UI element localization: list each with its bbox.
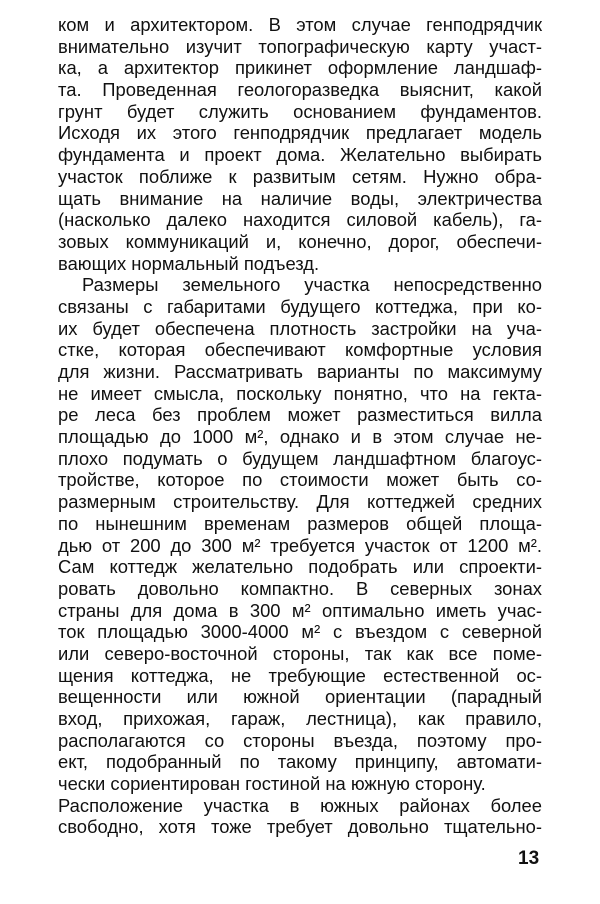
text-line: не имеет смысла, поскольку понятно, что на гекта- [58,382,542,404]
page-number: 13 [518,848,540,869]
text-line: ка, а архитектор прикинет оформление ландшаф- [58,57,542,79]
text-line: грунт будет служить основанием фундаментов. [58,100,542,122]
text-line: Расположение участка в южных районах более [58,794,542,816]
text-line: щать внимание на наличие воды, электричества [58,187,542,209]
text-line: площадью до 1000 м², однако и в этом случае не- [58,426,542,448]
text-line: чески сориентирован гостиной на южную сторону. [58,773,486,795]
text-line: Сам коттедж желательно подобрать или спроекти- [58,556,542,578]
text-line: по нынешним временам размеров общей площа- [58,512,542,534]
text-line: вещенности или южной ориентации (парадный [58,686,542,708]
text-line: располагаются со стороны въезда, поэтому про- [58,729,542,751]
text-line: ровать довольно компактно. В северных зонах [58,577,542,599]
text-line: плохо подумать о будущем ландшафтном благоус- [58,447,542,469]
text-line: ток площадью 3000-4000 м² с въездом с северной [58,621,542,643]
body-text [58,14,542,838]
text-line: или северо-восточной стороны, так как все поме- [58,642,542,664]
text-line: участок поближе к развитым сетям. Нужно обра- [58,165,542,187]
text-line: вход, прихожая, гараж, лестница), как правило, [58,708,542,729]
text-line: внимательно изучит топографическую карту участ- [58,35,542,57]
paragraph [58,274,542,838]
text-line: ект, подобранный по такому принципу, автомати- [58,751,542,773]
text-line: стке, которая обеспечивают комфортные условия [58,339,542,361]
text-line: вающих нормальный подъезд. [58,252,320,274]
text-line: Исходя их этого генподрядчик предлагает модель [58,122,542,144]
text-line: щения коттеджа, не требующие естественной ос- [58,664,542,686]
text-line: Размеры земельного участка непосредственно [82,274,542,296]
text-line: их будет обеспечена плотность застройки на уча- [58,317,542,339]
text-line: дью от 200 до 300 м² требуется участок от 1200 м². [58,534,542,556]
paragraph [58,14,542,274]
text-line: тройстве, которое по стоимости может быть со- [58,469,542,491]
text-line: фундамента и проект дома. Желательно выбирать [58,144,542,166]
text-line: ре леса без проблем может разместиться вилла [58,404,542,426]
text-line: страны для дома в 300 м² оптимально иметь учас- [58,599,542,621]
text-line: свободно, хотя тоже требует довольно тщательно- [58,816,542,838]
text-line: зовых коммуникаций и, конечно, дорог, обеспечи- [58,230,542,252]
text-line: та. Проведенная геологоразведка выяснит, какой [58,79,542,101]
text-line: ком и архитектором. В этом случае генподрядчик [58,14,542,35]
text-line: для жизни. Рассматривать варианты по максимуму [58,361,542,382]
text-line: связаны с габаритами будущего коттеджа, при ко- [58,295,542,317]
text-line: (насколько далеко находится силовой кабель), га- [58,209,542,231]
text-line: размерным строительству. Для коттеджей средних [58,491,542,513]
